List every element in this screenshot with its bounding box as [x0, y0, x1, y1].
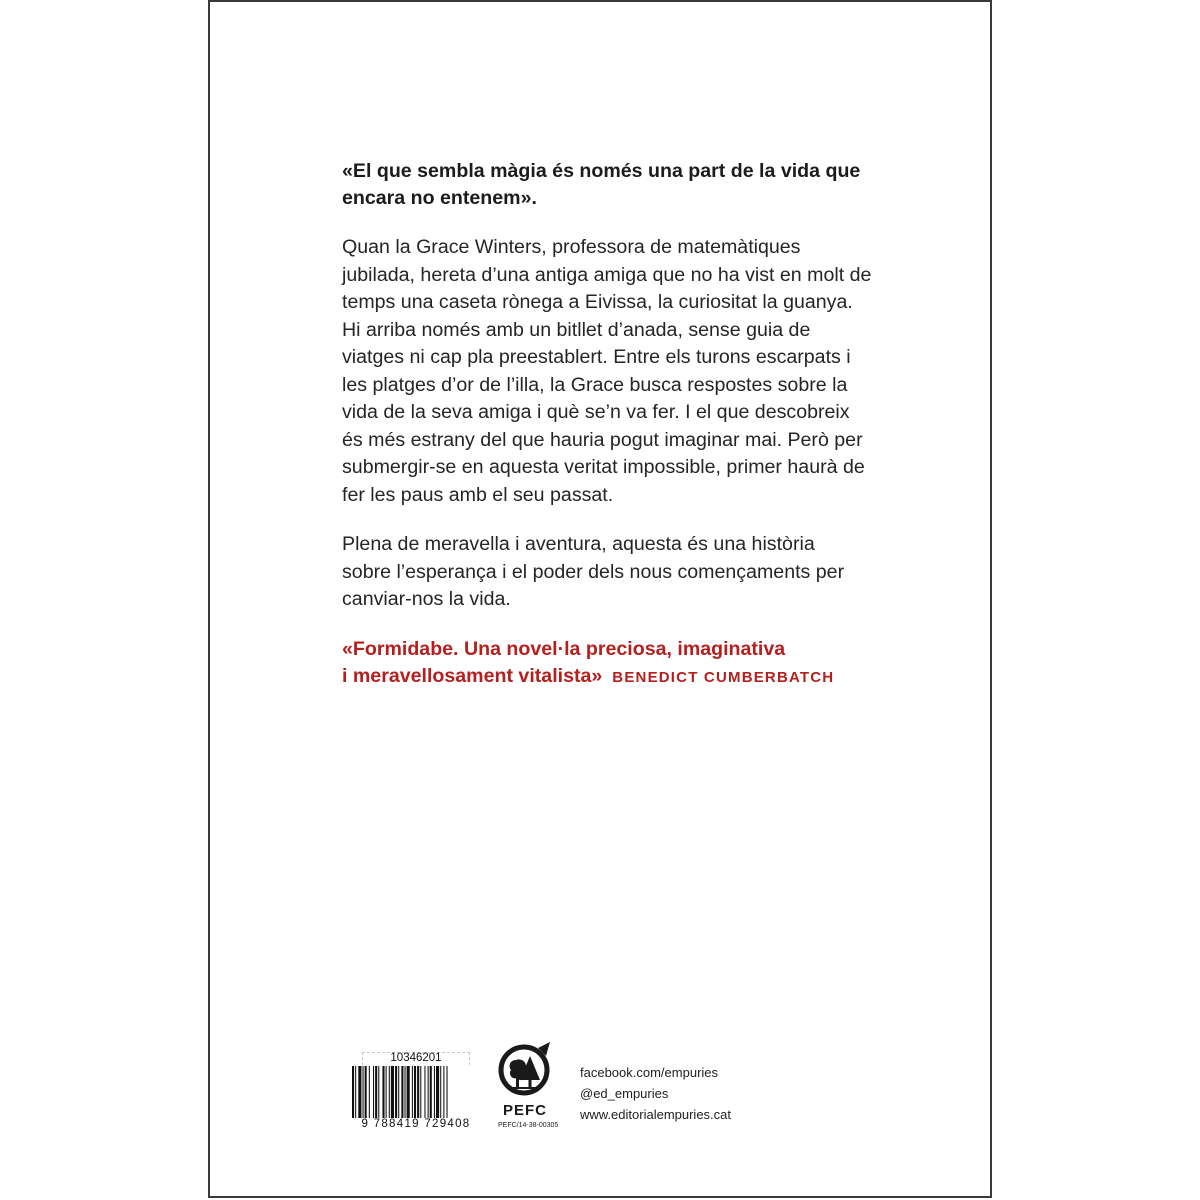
barcode-bars — [352, 1066, 480, 1118]
barcode-bar — [436, 1066, 439, 1118]
synopsis-line: viatges ni cap pla preestablert. Entre els turons escarpats i — [342, 346, 851, 368]
barcode-bar — [398, 1066, 399, 1118]
synopsis-line: les platges d’or de l’illa, la Grace busca respostes sobre la — [342, 373, 848, 396]
barcode-code: 10346201 — [390, 1052, 442, 1064]
barcode-bar — [443, 1066, 444, 1118]
blurb-line: «Formidabe. Una novel·la preciosa, imaginativa — [342, 637, 786, 660]
barcode-bar — [447, 1066, 448, 1118]
barcode-bar — [395, 1066, 397, 1118]
barcode-bar — [420, 1066, 421, 1118]
tagline-line: encara no entenem». — [342, 187, 537, 209]
back-cover — [208, 0, 992, 1198]
isbn-number: 9 788419 729408 — [361, 1118, 471, 1130]
barcode-bar — [405, 1066, 406, 1118]
blurb-attribution: BENEDICT CUMBERBATCH — [612, 668, 835, 686]
barcode-bar — [430, 1066, 432, 1118]
publisher-links — [580, 1062, 731, 1125]
barcode-bar — [358, 1066, 361, 1118]
blurb-line-text: i meravellosament vitalista» — [342, 664, 603, 687]
barcode-bar — [428, 1066, 429, 1118]
synopsis-line: Hi arriba només amb un bitllet d’anada, sense guia de — [342, 318, 811, 341]
isbn-barcode — [350, 1052, 482, 1134]
facebook-link[interactable]: facebook.com/empuries — [580, 1065, 719, 1080]
barcode-bar — [363, 1066, 364, 1118]
tagline-line: «El que sembla màgia és només una part de la vida que — [342, 160, 861, 182]
back-cover-text — [342, 158, 902, 691]
barcode-bar — [440, 1066, 441, 1118]
barcode-bar — [417, 1066, 419, 1118]
synopsis-line: és més estrany del que hauria pogut imaginar mai. Però per — [342, 428, 863, 451]
closing-paragraph — [342, 531, 902, 614]
pefc-label: PEFC — [502, 1102, 547, 1119]
synopsis-line: Quan la Grace Winters, professora de matemàtiques — [342, 236, 801, 258]
barcode-bar — [434, 1066, 435, 1118]
barcode-bar — [424, 1066, 425, 1118]
blurb-line — [342, 663, 902, 691]
closing-line: sobre l’esperança i el poder dels nous començaments per — [342, 560, 845, 583]
pefc-tree-icon — [498, 1038, 554, 1102]
barcode-bar — [378, 1066, 379, 1118]
barcode-bar — [382, 1066, 384, 1118]
synopsis-line: fer les paus amb el seu passat. — [342, 483, 614, 506]
barcode-bar — [355, 1066, 356, 1118]
pefc-code: PEFC/14-38-00305 — [498, 1122, 559, 1129]
barcode-bar — [369, 1066, 370, 1118]
website-link[interactable]: www.editorialempuries.cat — [580, 1107, 732, 1122]
synopsis-line: jubilada, hereta d’una antiga amiga que no ha vist en molt de — [342, 263, 872, 286]
barcode-bar — [352, 1066, 354, 1118]
barcode-bar — [365, 1066, 367, 1118]
synopsis-line: vida de la seva amiga i què se’n va fer. I el que descobreix — [342, 401, 850, 423]
social-handle[interactable]: @ed_empuries — [580, 1086, 669, 1101]
closing-line: Plena de meravella i aventura, aquesta és una història — [342, 533, 815, 555]
synopsis-line: temps una caseta rònega a Eivissa, la curiositat la guanya. — [342, 291, 853, 313]
closing-line: canviar-nos la vida. — [342, 588, 511, 610]
review-blurb — [342, 636, 902, 691]
synopsis-paragraph — [342, 234, 902, 509]
barcode-bar — [391, 1066, 394, 1118]
barcode-bar — [373, 1066, 374, 1118]
barcode-bar — [375, 1066, 377, 1118]
synopsis-line: submergir-se en aquesta veritat impossible, primer haurà de — [342, 456, 865, 478]
barcode-bar — [412, 1066, 413, 1118]
barcode-bar — [407, 1066, 410, 1118]
barcode-bar — [414, 1066, 416, 1118]
pefc-logo — [498, 1038, 570, 1134]
barcode-bar — [389, 1066, 390, 1118]
barcode-bar — [401, 1066, 403, 1118]
barcode-bar — [386, 1066, 387, 1118]
tagline-quote — [342, 158, 902, 212]
